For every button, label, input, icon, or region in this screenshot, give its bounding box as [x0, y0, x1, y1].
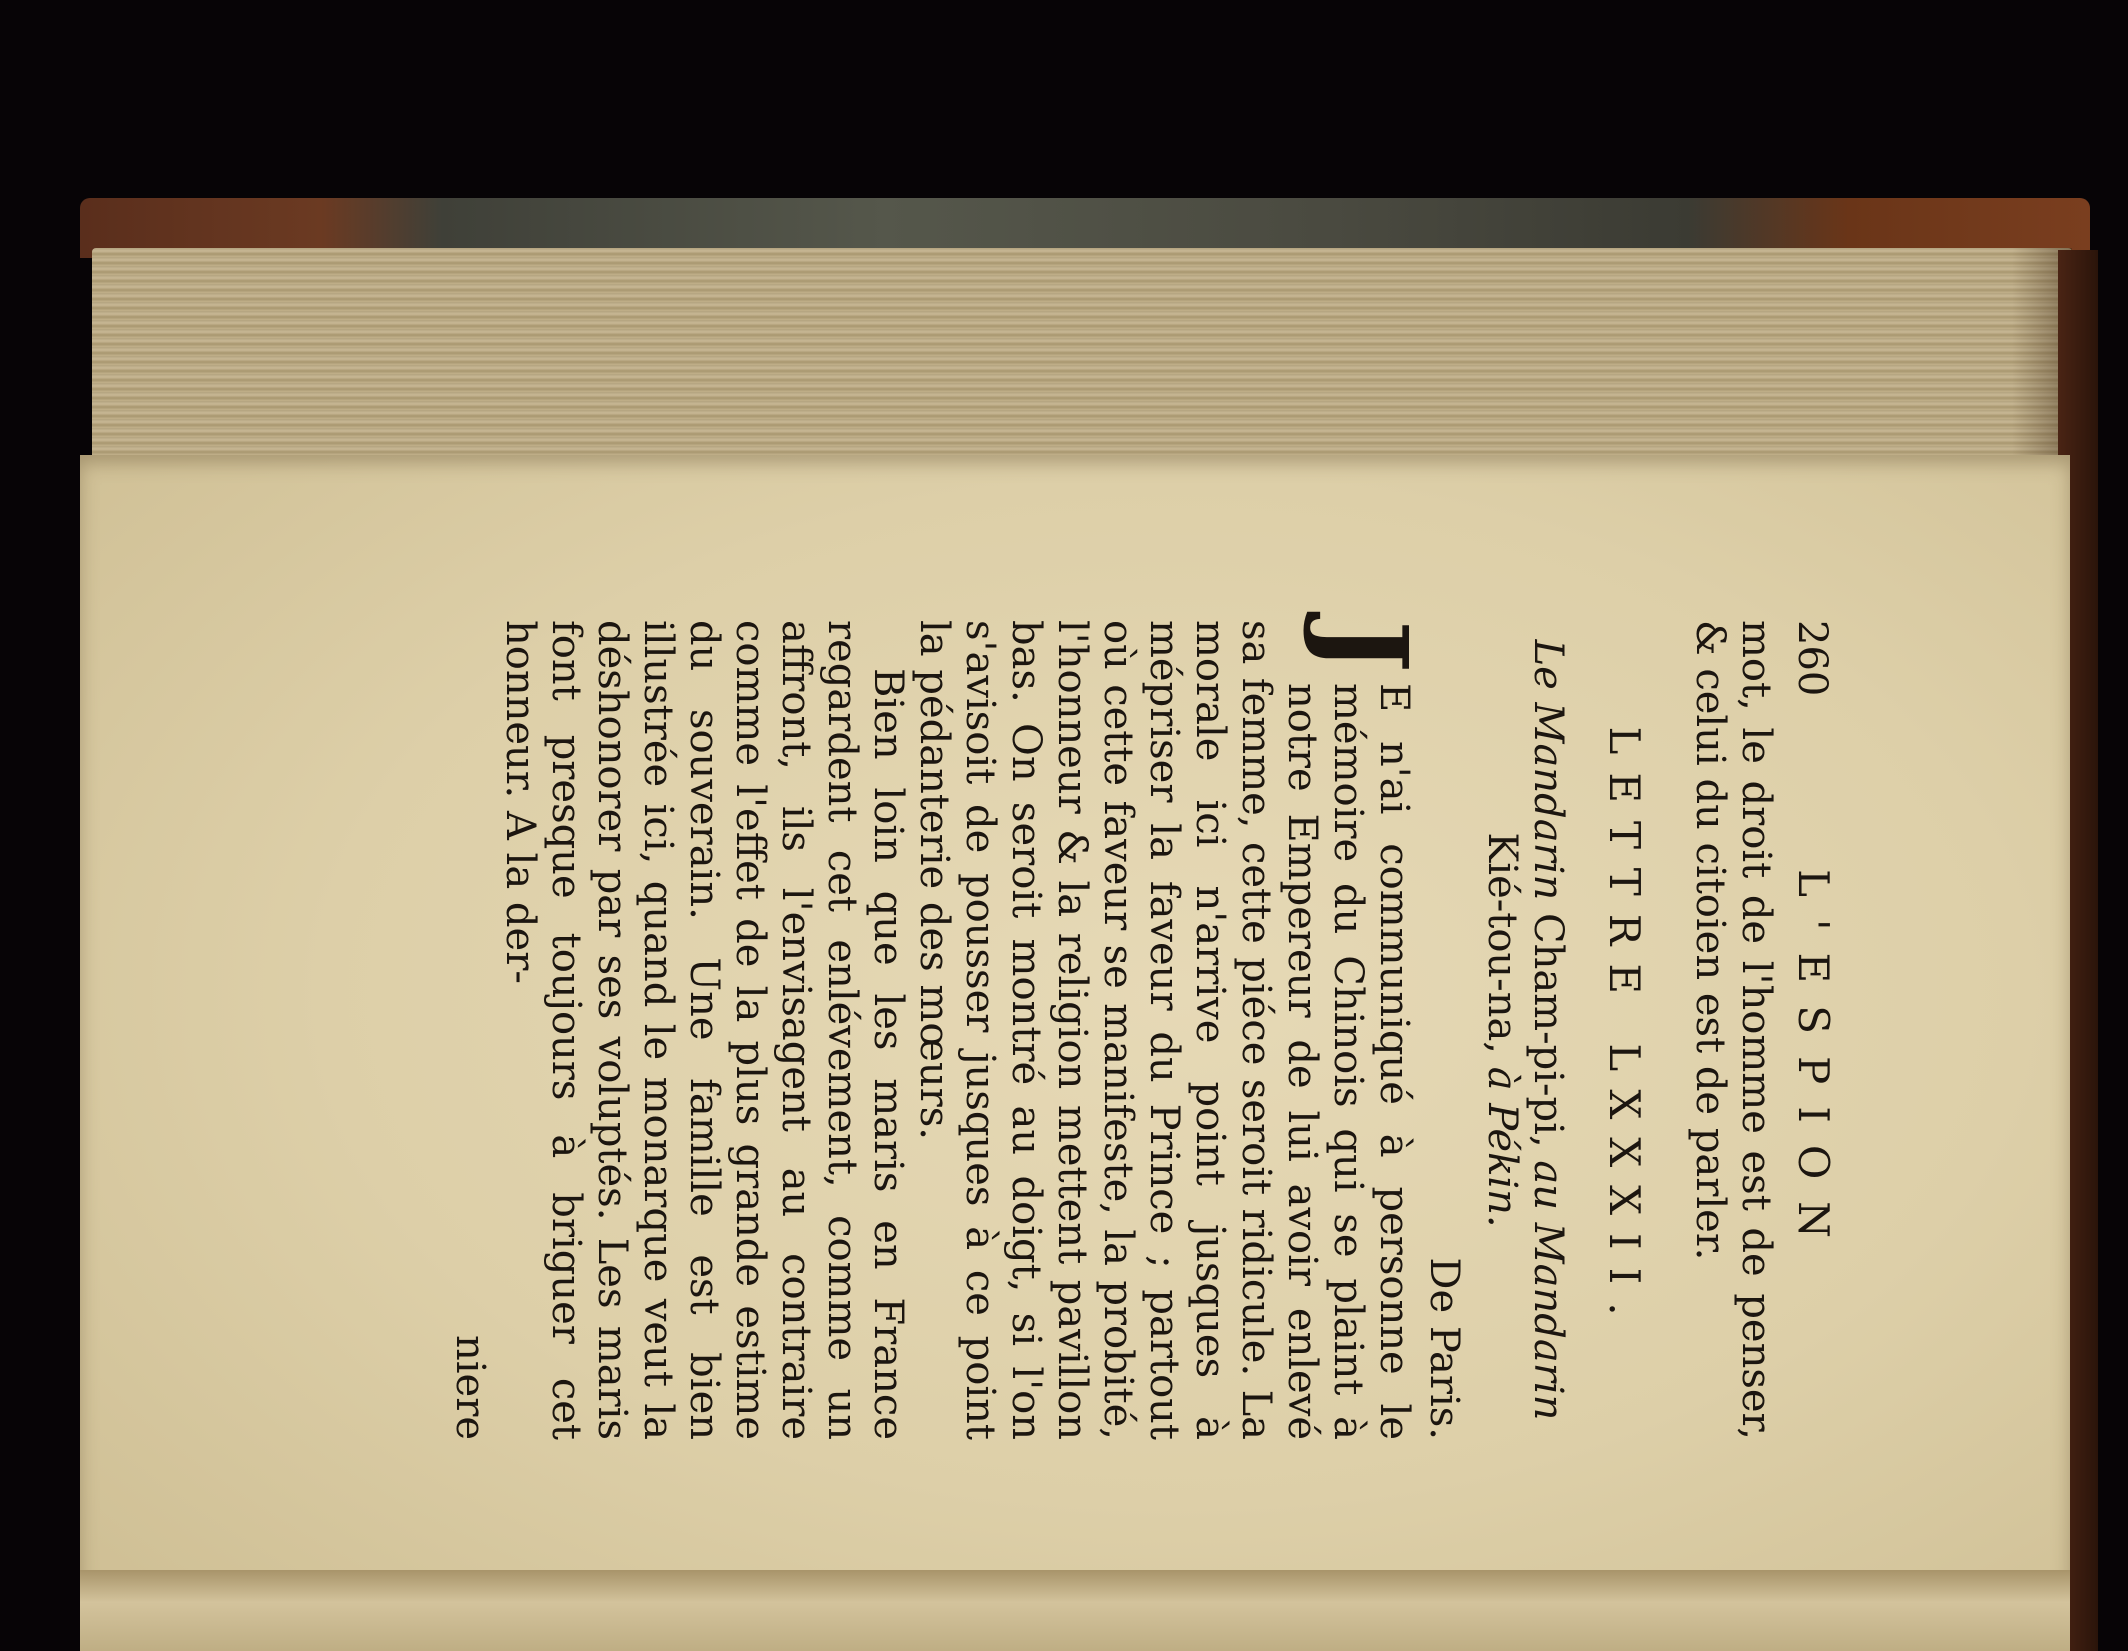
dateline: De Paris. [1421, 1257, 1467, 1440]
drop-cap: J [1300, 620, 1431, 673]
second-paragraph: Bien loin que les maris en France regardent cet enlévement, comme un affront, ils l'envisagent au contraire comme l'effet de la plus grande estime du souverain. Une famille est bien illustrée ici, quand le monarque veut la déshonorer par ses voluptés. Les maris font presque toujours à briguer cet honneur. A la der- [497, 620, 911, 1440]
page-gutter [80, 1570, 2070, 1651]
letter-title [1479, 620, 1571, 1440]
first-paragraph-text: E n'ai communiqué à personne le mémoire du Chinois qui se plaint à notre Empereur de lui avoir enlevé sa femme, cette piéce seroit ridicule. La morale ici n'arrive point jusques à mépriser la faveur du Prince ; partout où cette faveur se manifeste, la probité, l'honneur & la religion mettent pavillon bas. On seroit montré au doigt, si l'on s'avisoit de pousser jusques à ce point la pédanterie des mœurs. [911, 620, 1417, 1440]
title-roman-2: Kié-tou-na, [1479, 832, 1525, 1055]
first-paragraph [911, 620, 1431, 1440]
title-italic-3: à Pékin. [1479, 1066, 1525, 1228]
running-title: L'ESPION [1789, 869, 1838, 1260]
page-text [447, 620, 1836, 1440]
page-number: 260 [1789, 620, 1835, 697]
title-italic-1: Le Mandarin [1525, 639, 1571, 901]
catchword: niere [447, 1334, 493, 1440]
letter-heading: LETTRE LXXXII. [1600, 726, 1649, 1334]
opening-text: mot, le droit de l'homme est de penser, & celui du citoien est de parler. [1687, 620, 1779, 1440]
title-roman-1: Cham-pi-pi, [1525, 912, 1571, 1148]
running-head [1789, 620, 1836, 1440]
title-italic-2: au Mandarin [1525, 1160, 1571, 1421]
page-edges [92, 248, 2072, 463]
